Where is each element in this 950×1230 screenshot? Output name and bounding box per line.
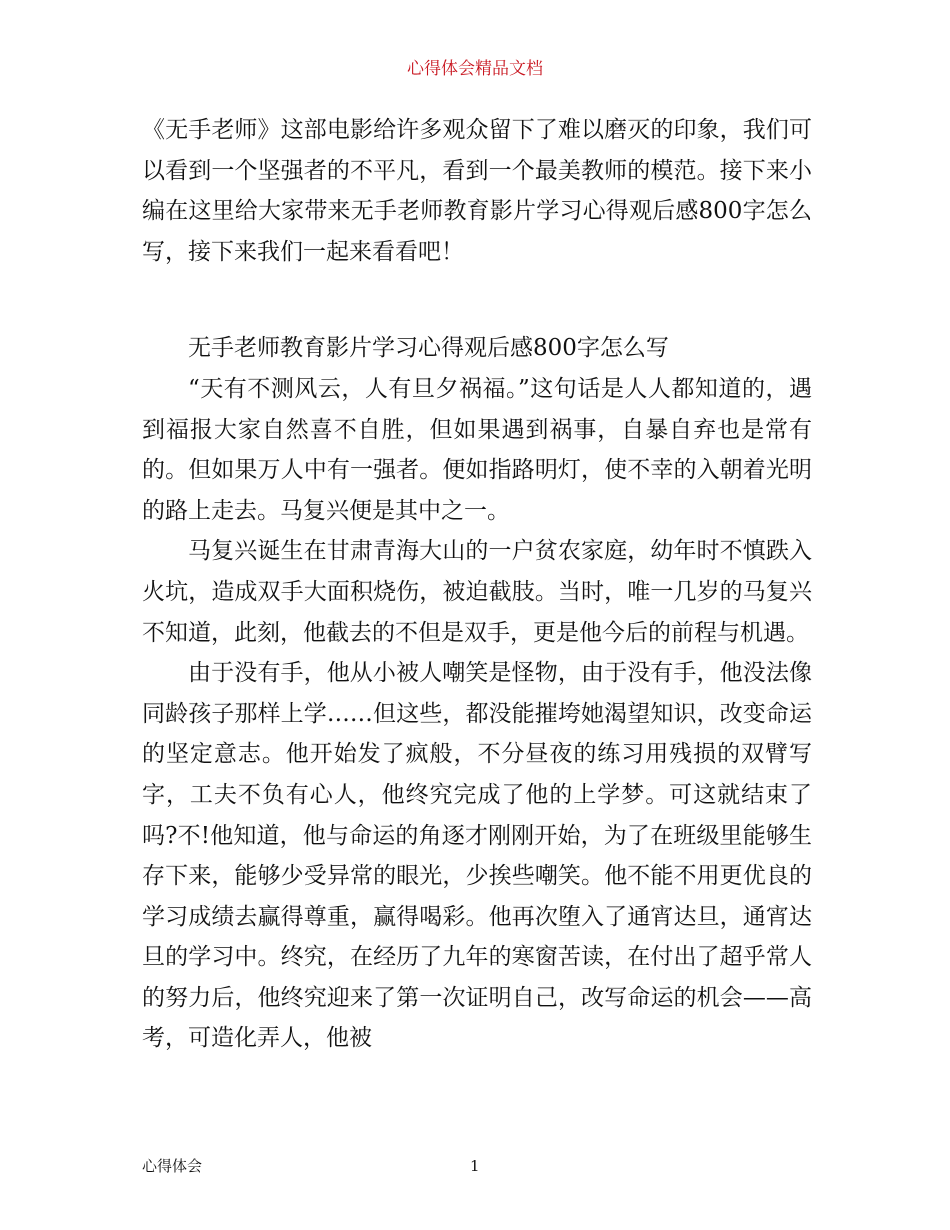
paragraph-gap: [142, 272, 812, 328]
intro-paragraph: 《无手老师》这部电影给许多观众留下了难以磨灭的印象，我们可以看到一个坚强者的不平凡，看到一个最美教师的模范。接下来小编在这里给大家带来无手老师教育影片学习心得观后感800字怎么写，接下来我们一起来看看吧！: [142, 117, 812, 265]
body-paragraph-2: 马复兴诞生在甘肃青海大山的一户贫农家庭，幼年时不慎跌入火坑，造成双手大面积烧伤，被迫截肢。当时，唯一几岁的马复兴不知道，此刻，他截去的不但是双手，更是他今后的前程与机遇。: [142, 538, 812, 646]
section-title: 无手老师教育影片学习心得观后感800字怎么写: [188, 335, 669, 362]
body-paragraph-1: “天有不测风云，人有旦夕祸福。”这句话是人人都知道的，遇到福报大家自然喜不自胜，但如果遇到祸事，自暴自弃也是常有的。但如果万人中有一强者。便如指路明灯，使不幸的入朝着光明的路上走去。马复兴便是其中之一。: [142, 375, 812, 524]
body-paragraph-3: 由于没有手，他从小被人嘲笑是怪物，由于没有手，他没法像同龄孩子那样上学……但这些，都没能摧垮她渴望知识，改变命运的坚定意志。他开始发了疯般，不分昼夜的练习用残损的双臂写字，工夫不负有心人，他终究完成了他的上学梦。可这就结束了吗?不!他知道，他与命运的角逐才刚刚开始，为了在班级里能够生存下来，能够少受异常的眼光，少挨些嘲笑。他不能不用更优良的学习成绩去赢得尊重，赢得喝彩。他再次堕入了通宵达旦，通宵达旦的学习中。终究，在经历了九年的寒窗苦读，在付出了超乎常人的努力后，他终究迎来了第一次证明自己，改写命运的机会——高考，可造化弄人，他被: [142, 660, 812, 1052]
page-number: 1: [470, 1157, 480, 1175]
footer-label: 心得体会: [142, 1157, 203, 1175]
page-header-title: 心得体会精品文档: [407, 59, 543, 79]
document-body: [142, 110, 812, 1059]
